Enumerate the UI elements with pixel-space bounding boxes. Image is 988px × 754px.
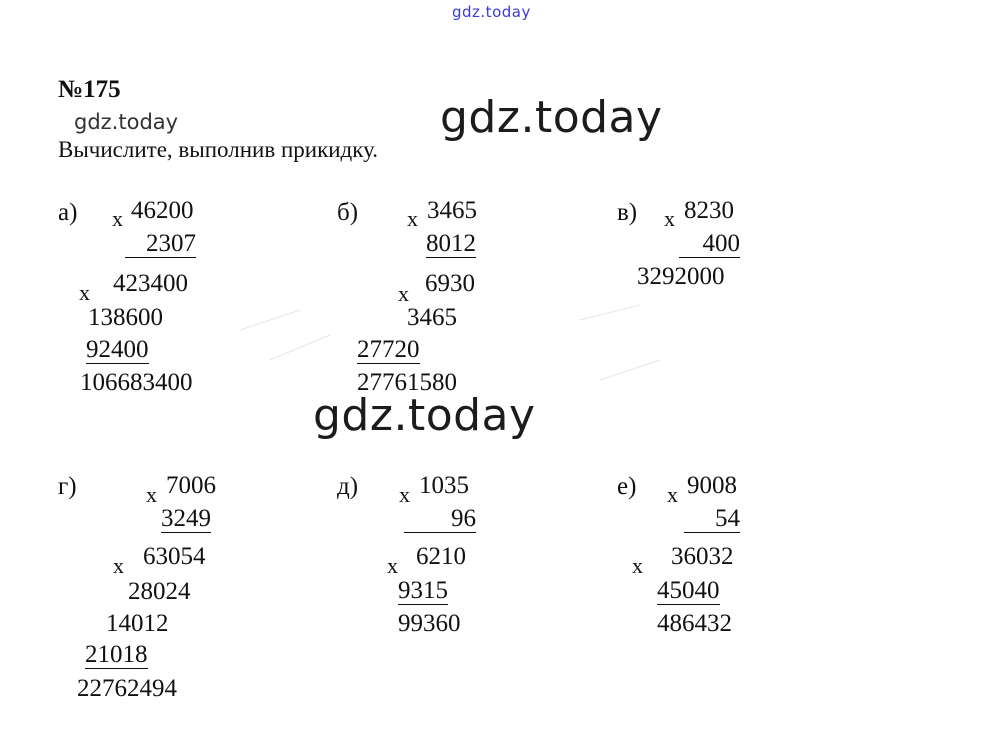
mult-sign-b2: x (398, 281, 409, 306)
result-b: 27761580 (357, 369, 457, 396)
factor1-v: 8230 (684, 197, 734, 224)
label-v: в) (617, 199, 638, 226)
label-g: г) (58, 473, 77, 500)
partial-g-1: 63054 (143, 543, 206, 570)
factor2-e: 54 (684, 506, 740, 533)
result-a: 106683400 (80, 369, 193, 396)
mult-sign-e: x (667, 482, 678, 507)
partial-g-4: 21018 (85, 641, 148, 668)
partial-a-3: 92400 (86, 336, 149, 363)
watermark-big-upper: gdz.today (440, 92, 663, 143)
mult-sign-d2: x (387, 553, 398, 578)
partial-b-3: 27720 (357, 336, 420, 363)
mult-sign-g: x (146, 482, 157, 507)
partial-a-2: 138600 (88, 304, 163, 331)
watermark-top: gdz.today (452, 3, 531, 21)
label-b: б) (337, 199, 359, 226)
partial-e-1: 36032 (671, 543, 734, 570)
partial-b-1: 6930 (425, 270, 475, 297)
mult-sign-a2: x (79, 280, 90, 305)
result-g: 22762494 (77, 675, 177, 702)
partial-e-2: 45040 (657, 577, 720, 604)
partial-g-2: 28024 (128, 578, 191, 605)
partial-a-1: 423400 (113, 270, 188, 297)
watermark-small: gdz.today (74, 110, 179, 134)
factor2-a: 2307 (125, 231, 196, 258)
factor1-a: 46200 (131, 197, 194, 224)
factor2-b: 8012 (426, 230, 476, 257)
mult-sign-a: x (112, 206, 123, 231)
mult-sign-e2: x (632, 553, 643, 578)
result-d: 99360 (398, 610, 461, 637)
mult-sign-d: x (399, 482, 410, 507)
partial-d-1: 6210 (416, 543, 466, 570)
factor1-b: 3465 (427, 197, 477, 224)
mult-sign-g2: x (113, 553, 124, 578)
scratch-marks (220, 300, 720, 400)
result-e: 486432 (657, 610, 732, 637)
result-v: 3292000 (637, 263, 725, 290)
factor1-d: 1035 (419, 472, 469, 499)
partial-d-2: 9315 (398, 577, 448, 604)
mult-sign-v: x (664, 206, 675, 231)
label-a: а) (58, 199, 78, 226)
instruction-text: Вычислите, выполнив прикидку. (58, 137, 379, 162)
problem-number: №175 (58, 76, 121, 103)
factor1-g: 7006 (166, 472, 216, 499)
factor1-e: 9008 (687, 472, 737, 499)
watermark-big-middle: gdz.today (313, 390, 536, 441)
mult-sign-b: x (407, 206, 418, 231)
label-d: д) (337, 473, 359, 500)
partial-g-3: 14012 (106, 610, 169, 637)
factor2-g: 3249 (161, 505, 211, 532)
label-e: е) (617, 473, 637, 500)
factor2-d: 96 (404, 506, 476, 533)
partial-b-2: 3465 (407, 304, 457, 331)
factor2-v: 400 (679, 231, 740, 258)
